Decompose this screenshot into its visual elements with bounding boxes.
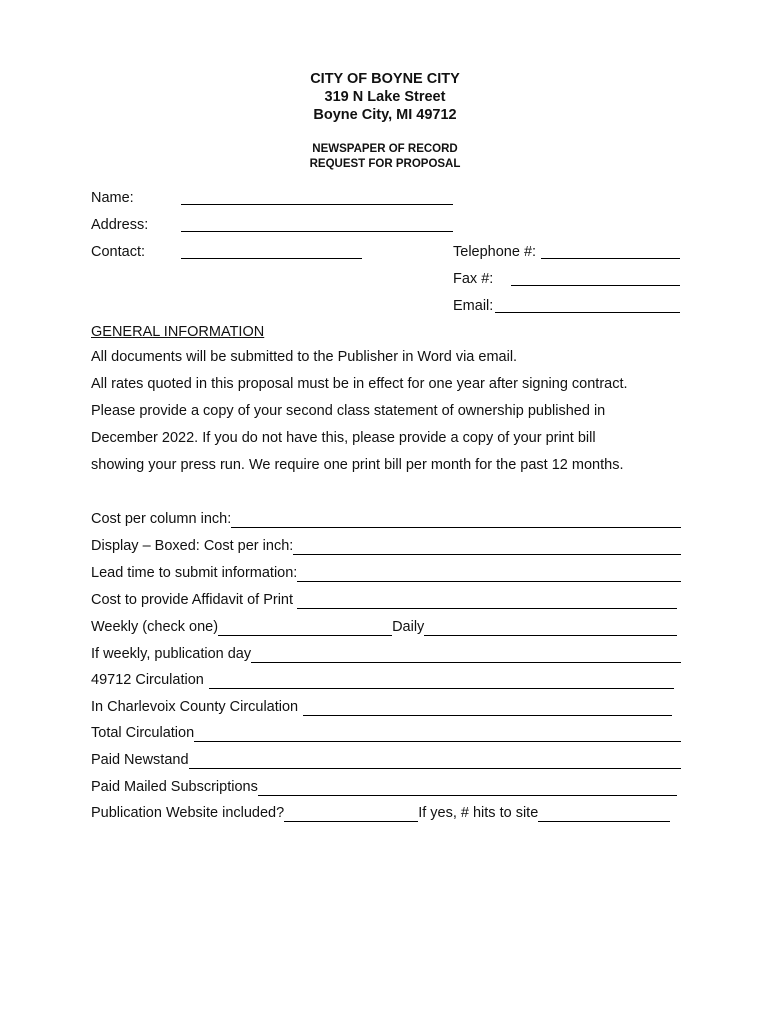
weekly-daily-row — [91, 618, 677, 636]
info-line: All rates quoted in this proposal must be in effect for one year after signing contract. — [91, 376, 628, 392]
cost-column-inch-label: Cost per column inch: — [91, 511, 232, 527]
paid-newstand-row — [91, 751, 681, 769]
telephone-field[interactable] — [541, 258, 680, 259]
lead-time-row — [91, 564, 681, 582]
weekly-field[interactable] — [218, 621, 392, 636]
email-field[interactable] — [495, 312, 680, 313]
website-row — [91, 804, 670, 822]
cost-column-inch-row — [91, 510, 681, 528]
daily-label: Daily — [392, 619, 425, 635]
affidavit-label: Cost to provide Affidavit of Print — [91, 592, 294, 608]
general-info-title: GENERAL INFORMATION — [91, 324, 265, 340]
document-subtitle — [0, 142, 770, 172]
publication-day-label: If weekly, publication day — [91, 646, 252, 662]
circ-charlevoix-field[interactable] — [303, 701, 672, 716]
contact-field[interactable] — [181, 258, 362, 259]
circ-charlevoix-row — [91, 698, 672, 716]
circ-49712-label: 49712 Circulation — [91, 672, 204, 688]
telephone-label: Telephone #: — [453, 244, 537, 260]
info-line: All documents will be submitted to the Publisher in Word via email. — [91, 349, 518, 365]
total-circ-row — [91, 724, 681, 742]
lead-time-label: Lead time to submit information: — [91, 565, 298, 581]
name-field[interactable] — [181, 204, 453, 205]
org-city: Boyne City, MI 49712 — [313, 107, 457, 123]
affidavit-row — [91, 591, 677, 609]
paid-newstand-label: Paid Newstand — [91, 752, 189, 768]
general-info-text — [91, 344, 691, 479]
name-label: Name: — [91, 190, 134, 206]
hits-label: If yes, # hits to site — [418, 805, 539, 821]
contact-label: Contact: — [91, 244, 145, 260]
info-line: showing your press run. We require one print bill per month for the past 12 months. — [91, 457, 624, 473]
circ-49712-field[interactable] — [209, 674, 674, 689]
document-header — [0, 70, 770, 124]
info-line: Please provide a copy of your second class statement of ownership published in — [91, 403, 606, 419]
website-label: Publication Website included? — [91, 805, 285, 821]
paid-mailed-field[interactable] — [258, 781, 677, 796]
display-boxed-row — [91, 537, 681, 555]
doc-type: NEWSPAPER OF RECORD — [312, 143, 458, 155]
paid-mailed-label: Paid Mailed Subscriptions — [91, 779, 258, 795]
org-name: CITY OF BOYNE CITY — [310, 71, 460, 87]
address-label: Address: — [91, 217, 149, 233]
publication-day-field[interactable] — [251, 648, 681, 663]
total-circ-field[interactable] — [194, 727, 681, 742]
display-boxed-label: Display – Boxed: Cost per inch: — [91, 538, 294, 554]
affidavit-field[interactable] — [297, 594, 677, 609]
circ-charlevoix-label: In Charlevoix County Circulation — [91, 699, 299, 715]
info-line: December 2022. If you do not have this, please provide a copy of your print bill — [91, 430, 596, 446]
fax-field[interactable] — [511, 285, 680, 286]
fax-label: Fax #: — [453, 271, 494, 287]
doc-subtitle: REQUEST FOR PROPOSAL — [309, 158, 461, 170]
total-circ-label: Total Circulation — [91, 725, 195, 741]
weekly-label: Weekly (check one) — [91, 619, 219, 635]
paid-mailed-row — [91, 778, 677, 796]
email-label: Email: — [453, 298, 494, 314]
lead-time-field[interactable] — [297, 567, 681, 582]
website-field[interactable] — [284, 807, 418, 822]
hits-field[interactable] — [538, 807, 670, 822]
publication-day-row — [91, 645, 681, 663]
cost-column-inch-field[interactable] — [231, 513, 681, 528]
paid-newstand-field[interactable] — [189, 754, 681, 769]
daily-field[interactable] — [424, 621, 677, 636]
org-street: 319 N Lake Street — [324, 89, 446, 105]
circ-49712-row — [91, 671, 674, 689]
display-boxed-field[interactable] — [293, 540, 681, 555]
address-field[interactable] — [181, 231, 453, 232]
